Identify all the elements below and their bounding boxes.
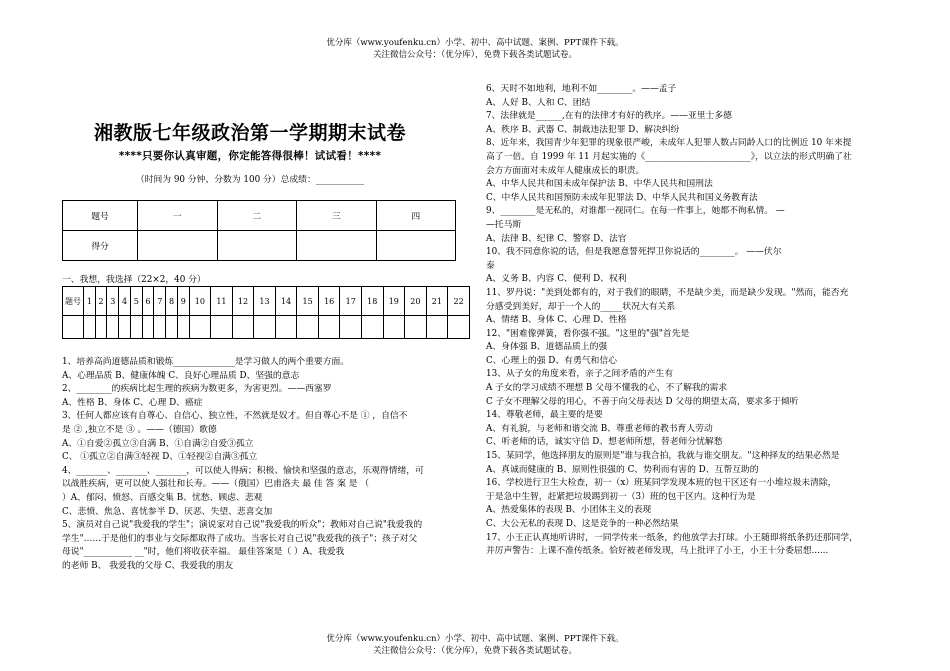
answer-grid-answer-cell[interactable] [142,316,154,339]
right-question-column [486,83,926,559]
header-line-1: 优分库（www.youfenku.cn）小学、初中、高中试题、案例、PPT课件下载。 [326,38,624,48]
question-line: 10、我不同意你说的话，但是我愿意誓死捍卫你说话的________。 ——伏尔 [486,247,782,258]
answer-grid-answer-cell[interactable] [448,316,470,339]
question-line: A、心理品质 B、健康体魄 C、良好心理品质 D、坚强的意志 [62,370,300,381]
answer-grid-answer-cell[interactable] [340,316,362,339]
answer-grid-answer-cell[interactable] [318,316,340,339]
answer-grid-answer-cell[interactable] [154,316,166,339]
answer-grid-number: 8 [166,287,178,316]
answer-grid-number: 17 [340,287,362,316]
page-header [0,37,950,61]
answer-grid-answer-cell[interactable] [189,316,211,339]
answer-grid-number: 7 [154,287,166,316]
question-line: 的老师 B、 我爱我的父母 C、我爱我的朋友 [62,560,234,571]
question-line: A、人好 B、人和 C、团结 [486,97,591,108]
answer-grid-number: 13 [254,287,276,316]
question-line: 13、从子女的角度来看，亲子之间矛盾的产生有 [486,369,674,380]
answer-grid-answer-cell[interactable] [383,316,405,339]
question-line: C、心理上的强 D、有勇气和信心 [486,355,617,366]
score-input-cell[interactable] [217,231,297,261]
question-line: 9、________是无私的，对谁都一视同仁。在每一件事上，她都不徇私情。 — [486,206,785,217]
question-line: C、大公无私的表现 D、这是竞争的一种必然结果 [486,519,679,529]
answer-grid-number: 4 [119,287,131,316]
question-line: C 子女不理解父母的用心，不善于向父母表达 D 父母的期望太高，要求多于倾听 [486,396,799,407]
question-line: —托马斯 [486,219,522,230]
answer-grid-answer-cell[interactable] [405,316,427,339]
answer-grid [62,286,470,339]
footer-line-2: 关注微信公众号：（优分库），免费下载各类试题试卷。 [372,646,577,656]
answer-grid-label: 题号 [63,287,84,316]
answer-grid-number: 15 [297,287,319,316]
question-line: 16、学校进行卫生大检查，初一（x）班某同学发现本班的包干区还有一小堆垃圾未清除， [486,478,837,489]
question-line: A、义务 B、内容 C、便利 D、权利 [486,274,627,285]
question-line: C、 ①孤立②自满③轻视 D、①轻视②自满③孤立 [62,452,258,463]
question-line: A、有礼貌，与老师和谐交流 B、尊重老师的教书育人劳动 [486,423,713,434]
answer-grid-answer-cell[interactable] [119,316,131,339]
question-line: A 子女的学习成绩不理想 B 父母不懂我的心，不了解我的需求 [486,383,728,394]
answer-grid-answer-cell[interactable] [84,316,96,339]
answer-grid-number: 18 [361,287,383,316]
header-line-2: 关注微信公众号：（优分库），免费下载各类试题试卷。 [372,50,577,60]
answer-grid-number: 10 [189,287,211,316]
answer-grid-answer-row [63,316,470,339]
page-footer [0,633,950,657]
answer-grid-number: 16 [318,287,340,316]
question-line: A、法律 B、纪律 C、警察 D、法官 [486,233,627,244]
question-line: A、热爱集体的表现 B、小团体主义的表现 [486,505,652,516]
answer-grid-answer-cell[interactable] [275,316,297,339]
question-line: 6、天时不如地利，地利不如________。——孟子 [486,84,677,94]
question-line: 是 ② ,独立不是 ③ 。——（德国）歌德 [62,424,217,435]
question-line: 以战胜疾病，更可以使人强壮和长寿。——（俄国）巴甫洛夫 最 佳 答 案 是 （ [62,479,370,490]
answer-grid-number: 12 [232,287,254,316]
question-line: 3、任何人都应该有自尊心、自信心、独立性，不然就是奴才。但自尊心不是 ① ，自信不 [62,411,408,422]
question-line: 分感受到美好，却于一个人的_____状况大有关系 [486,301,676,312]
score-input-cell[interactable] [376,231,456,261]
score-table-header-row [63,201,456,231]
exam-slogan: ****只要你认真审题，你定能答得很棒！试试看！**** [118,150,382,162]
question-line: C、中华人民共和国预防未成年犯罪法 D、中华人民共和国义务教育法 [486,192,758,203]
answer-grid-answer-cell[interactable] [361,316,383,339]
answer-grid-answer-cell[interactable] [107,316,119,339]
question-line: 4、_______、_______、_______，可以使人得病；积极、愉快和坚强的意志，乐观得情绪，可 [62,465,424,476]
answer-grid-number: 9 [177,287,189,316]
score-cell: 一 [138,201,218,231]
question-line: 12、"困难像弹簧，看你强不强。"这里的"强"首先是 [486,328,690,339]
answer-grid-label-blank [63,316,84,339]
score-table [62,200,456,261]
answer-grid-answer-cell[interactable] [177,316,189,339]
question-line: A、身体强 B、道德品质上的强 [486,342,608,353]
question-line: 母说"___________ __"时，他们将收获幸福。 最佳答案是（ ）A、我爱我 [62,547,345,558]
question-line: 15、某同学，他选择朋友的原则是"谁与我合拍，我就与谁交朋友。"这种择友的结果必然是 [486,451,840,462]
exam-title: 湘教版七年级政治第一学期期末试卷 [93,122,406,144]
score-cell: 三 [297,201,377,231]
answer-grid-answer-cell[interactable] [211,316,233,339]
left-question-column [62,356,472,574]
answer-grid-number-row [63,287,470,316]
score-cell: 得分 [63,231,138,261]
answer-grid-answer-cell[interactable] [426,316,448,339]
question-line: A、性格 B、身体 C、心理 D、癌症 [62,397,203,408]
score-cell: 题号 [63,201,138,231]
score-input-cell[interactable] [297,231,377,261]
answer-grid-number: 1 [84,287,96,316]
question-line: 学生"……于是他们的事业与交际都取得了成功。当客长对自己说"我爱我的孩子"；孩子对父 [62,533,418,544]
question-line: C、悲愤、焦急、喜忧参半 D、厌恶、失望、悲喜交加 [62,506,273,517]
question-line: 11、罗丹说："美到处都有的，对于我们的眼睛，不是缺少美，而是缺少发现。"然而，能否充 [486,287,849,298]
answer-grid-answer-cell[interactable] [232,316,254,339]
answer-grid-number: 3 [107,287,119,316]
answer-grid-number: 21 [426,287,448,316]
score-cell: 二 [217,201,297,231]
answer-grid-number: 20 [405,287,427,316]
answer-grid-number: 6 [142,287,154,316]
answer-grid-number: 19 [383,287,405,316]
question-line: 7、法律就是______,在有的法律才有好的秩序。——亚里士多德 [486,111,732,122]
question-line: A、①自爱②孤立③自满 B、①自满②自爱③孤立 [62,438,254,449]
footer-line-1: 优分库（www.youfenku.cn）小学、初中、高中试题、案例、PPT课件下载。 [326,634,624,644]
question-line: 8、近年来，我国青少年犯罪的现象很严峻，未成年人犯罪人数占同龄人口的比例近 10 年来提 [486,138,852,149]
question-line: 17、小王正认真地听讲时，一同学传来一纸条，约他放学去打球。小王随即将纸条扔还那同学， [486,532,858,543]
answer-grid-answer-cell[interactable] [254,316,276,339]
question-line: 并厉声警告：上课不准传纸条。恰好被老师发现，马上批评了小王，小王十分委屈想...... [486,546,829,557]
question-line: 1、培养高尚道德品质和锻炼______________是学习做人的两个重要方面。 [62,357,350,367]
section1-title: 一、我想，我选择（22×2，40 分） [62,275,206,285]
score-input-cell[interactable] [138,231,218,261]
question-line: ）A、郁闷、愤怒、百感交集 B、忧愁、顾虑、悲观 [62,492,263,503]
question-line: 5、演员对自己说"我爱我的学生"；演说家对自己说"我爱我的听众"；教师对自己说"我爱我的 [62,520,423,531]
answer-grid-number: 2 [95,287,107,316]
answer-grid-number: 22 [448,287,470,316]
answer-grid-number: 11 [211,287,233,316]
answer-grid-answer-cell[interactable] [130,316,142,339]
answer-grid-answer-cell[interactable] [297,316,319,339]
question-line: C、听老师的话，诚实守信 D、想老师所想，替老师分忧解愁 [486,437,723,448]
question-line: A、中华人民共和国未成年保护法 B、中华人民共和国刑法 [486,179,713,190]
answer-grid-number: 14 [275,287,297,316]
question-line: 14、尊敬老师，最主要的是要 [486,410,603,421]
question-line: 2、________的疾病比起生理的疾病为数更多，为害更烈。——西塞罗 [62,384,332,395]
exam-time-and-score: （时间为 90 分钟、分数为 100 分）总成绩：___________ [135,175,365,185]
question-line: 高了一倍。自 1999 年 11 月起实施的《________________________》，以立法的形式明确了社 [486,151,852,162]
answer-grid-answer-cell[interactable] [95,316,107,339]
question-line: A、秩序 B、武器 C、制裁违法犯罪 D、解决纠纷 [486,124,680,135]
question-line: 会方方面面对未成年人健康成长的职责。 [486,165,645,176]
question-line: A、真诚而健康的 B、原则性很强的 C、势利而有害的 D、互帮互助的 [486,464,759,475]
score-cell: 四 [376,201,456,231]
question-line: A、情绪 B、身体 C、心理 D、性格 [486,315,627,326]
question-line: 于是急中生智，赶紧把垃圾踢到初一（3）班的包干区内。这种行为是 [486,491,756,502]
answer-grid-number: 5 [130,287,142,316]
score-table-score-row [63,231,456,261]
question-line: 泰 [486,260,495,271]
answer-grid-answer-cell[interactable] [166,316,178,339]
